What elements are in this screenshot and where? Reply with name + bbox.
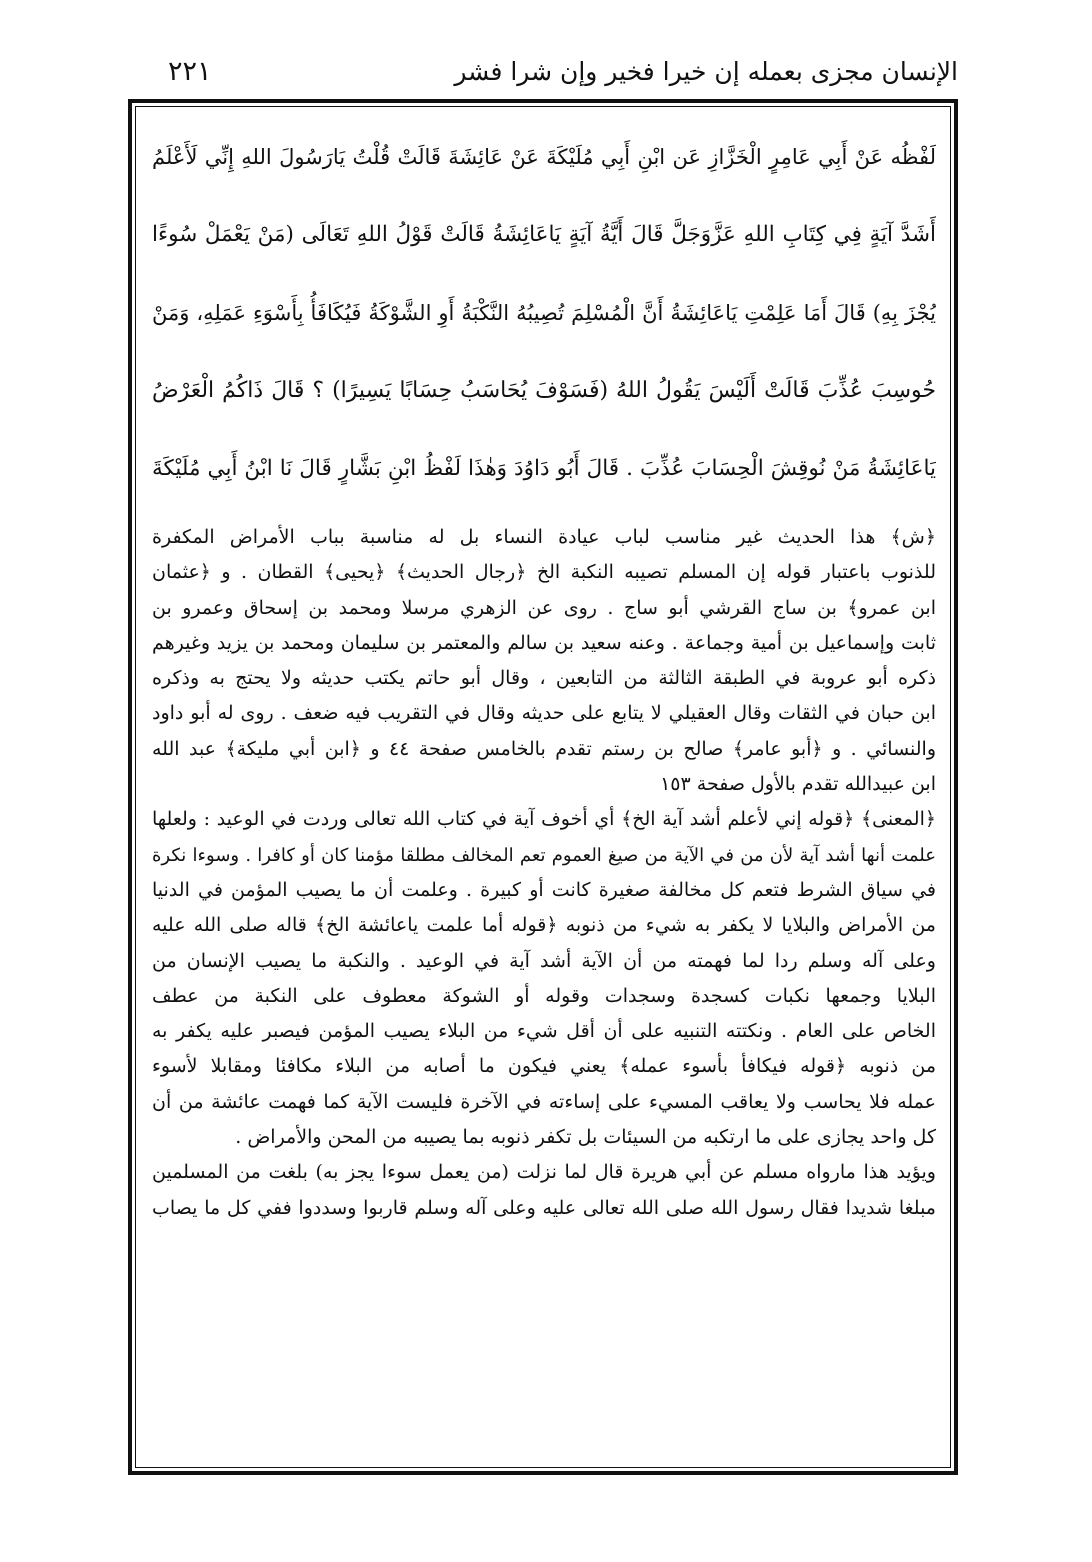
commentary-line: ذكره أبو عروبة في الطبقة الثالثة من التابعين ، وقال أبو حاتم يكتب حديثه ولا يحتج به وذكره	[152, 667, 936, 690]
page-header	[150, 52, 958, 92]
commentary-line: الخاص على العام . ونكتته التنبيه على أن أقل شيء من البلاء يصيب المؤمن فيصبر عليه يكفر به	[152, 1020, 936, 1043]
commentary-line: للذنوب باعتبار قوله إن المسلم تصيبه النكبة الخ ﴿رجال الحديث﴾ ﴿يحيى﴾ القطان . و ﴿عثمان	[152, 561, 936, 584]
commentary-text	[152, 520, 936, 1226]
commentary-line: من الأمراض والبلايا لا يكفر به شيء من ذنوبه ﴿قوله أما علمت ياعائشة الخ﴾ قاله صلى الله عليه	[152, 914, 936, 937]
commentary-line: ثابت وإسماعيل بن أمية وجماعة . وعنه سعيد بن سالم والمعتمر بن سليمان ومحمد بن يزيد وغيرهم	[152, 631, 936, 654]
commentary-line: ابن عبيدالله تقدم بالأول صفحة ١٥٣	[660, 773, 936, 796]
hadith-line: يَاعَائِشَةُ مَنْ نُوقِشَ الْحِسَابَ عُذِّبَ . قَالَ أَبُو دَاوُدَ وَهٰذَا لَفْظُ ابْنِ بَشَّارٍ قَالَ نَا ابْنُ أَبِي مُلَيْكَةَ	[152, 456, 936, 481]
page-number: ٢٢١	[168, 56, 212, 87]
hadith-text	[152, 118, 936, 508]
commentary-line: ﴿ش﴾ هذا الحديث غير مناسب لباب عيادة النساء بل له مناسبة بباب الأمراض المكفرة	[152, 526, 936, 548]
commentary-line: ﴿المعنى﴾ ﴿قوله إني لأعلم أشد آية الخ﴾ أي أخوف آية في كتاب الله تعالى وردت في الوعيد : ولعلها	[152, 808, 936, 831]
hadith-line: لَفْظُه عَنْ أَبِي عَامِرٍ الْخَزَّازِ عَن ابْنِ أَبِي مُلَيْكَةَ عَنْ عَائِشَةَ قَالَتْ قُلْتُ يَارَسُولَ اللهِ إِنِّي لَأَعْلَمُ	[152, 145, 936, 169]
commentary-line: والنسائي . و ﴿أبو عامر﴾ صالح بن رستم تقدم بالخامس صفحة ٤٤ و ﴿ابن أبي مليكة﴾ عبد الله	[152, 737, 936, 760]
commentary-line: ابن حبان في الثقات وقال العقيلي لا يتابع على حديثه وقال في التقريب فيه ضعف . روى له أبو داود	[152, 702, 936, 725]
hadith-line: حُوسِبَ عُذِّبَ قَالَتْ أَلَيْسَ يَقُولُ اللهُ (فَسَوْفَ يُحَاسَبُ حِسَابًا يَسِيرًا) ؟ قَالَ ذَاكُمُ الْعَرْضُ	[152, 378, 936, 403]
running-title: الإنسان مجزى بعمله إن خيرا فخير وإن شرا فشر	[454, 57, 958, 86]
commentary-line: ويؤيد هذا مارواه مسلم عن أبي هريرة قال لما نزلت (من يعمل سوءا يجز به) بلغت من المسلمين	[152, 1161, 936, 1184]
commentary-line: مبلغا شديدا فقال رسول الله صلى الله تعالى عليه وعلى آله وسلم قاربوا وسددوا ففي كل ما يصاب	[152, 1196, 936, 1219]
commentary-line: ابن عمرو﴾ بن ساج القرشي أبو ساج . روى عن الزهري مرسلا ومحمد بن إسحاق وعمرو بن	[152, 596, 936, 619]
commentary-line: البلايا وجمعها نكبات كسجدة وسجدات وقوله أو الشوكة معطوف على النكبة من عطف	[152, 984, 936, 1007]
commentary-line: من ذنوبه ﴿قوله فيكافأ بأسوء عمله﴾ يعني فيكون ما أصابه من البلاء مكافئا ومقابلا لأسوء	[152, 1055, 936, 1078]
hadith-line: يُجْزَ بِهِ) قَالَ أَمَا عَلِمْتِ يَاعَائِشَةُ أَنَّ الْمُسْلِمَ تُصِيبُهُ النَّكْبَةُ أَوِ الشَّوْكَةُ فَيُكَافَأُ بِأَسْوَءِ عَمَلِهِ، وَمَنْ	[152, 301, 936, 325]
commentary-line: عمله فلا يحاسب ولا يعاقب المسيء على إساءته في الآخرة فليست الآية كما فهمت عائشة من أن	[152, 1090, 936, 1113]
commentary-line: علمت أنها أشد آية لأن من في الآية من صيغ العموم تعم المخالف مطلقا مؤمنا كان أو كافرا . وسوءا نكرة	[152, 844, 936, 866]
commentary-line: وعلى آله وسلم ردا لما فهمته من أن الآية أشد آية في الوعيد . والنكبة ما يصيب الإنسان من	[152, 949, 936, 972]
commentary-line: كل واحد يجازى على ما ارتكبه من السيئات بل تكفر ذنوبه بما يصيبه من المحن والأمراض .	[235, 1126, 936, 1149]
hadith-line: أَشَدَّ آيَةٍ فِي كِتَابِ اللهِ عَزَّوَجَلَّ قَالَ أَيَّةُ آيَةٍ يَاعَائِشَةُ قَالَتْ قَوْلُ اللهِ تَعَالَى (مَنْ يَعْمَلْ سُوءًا	[152, 222, 936, 247]
commentary-line: في سياق الشرط فتعم كل مخالفة صغيرة كانت أو كبيرة . وعلمت أن ما يصيب المؤمن في الدنيا	[152, 878, 936, 901]
